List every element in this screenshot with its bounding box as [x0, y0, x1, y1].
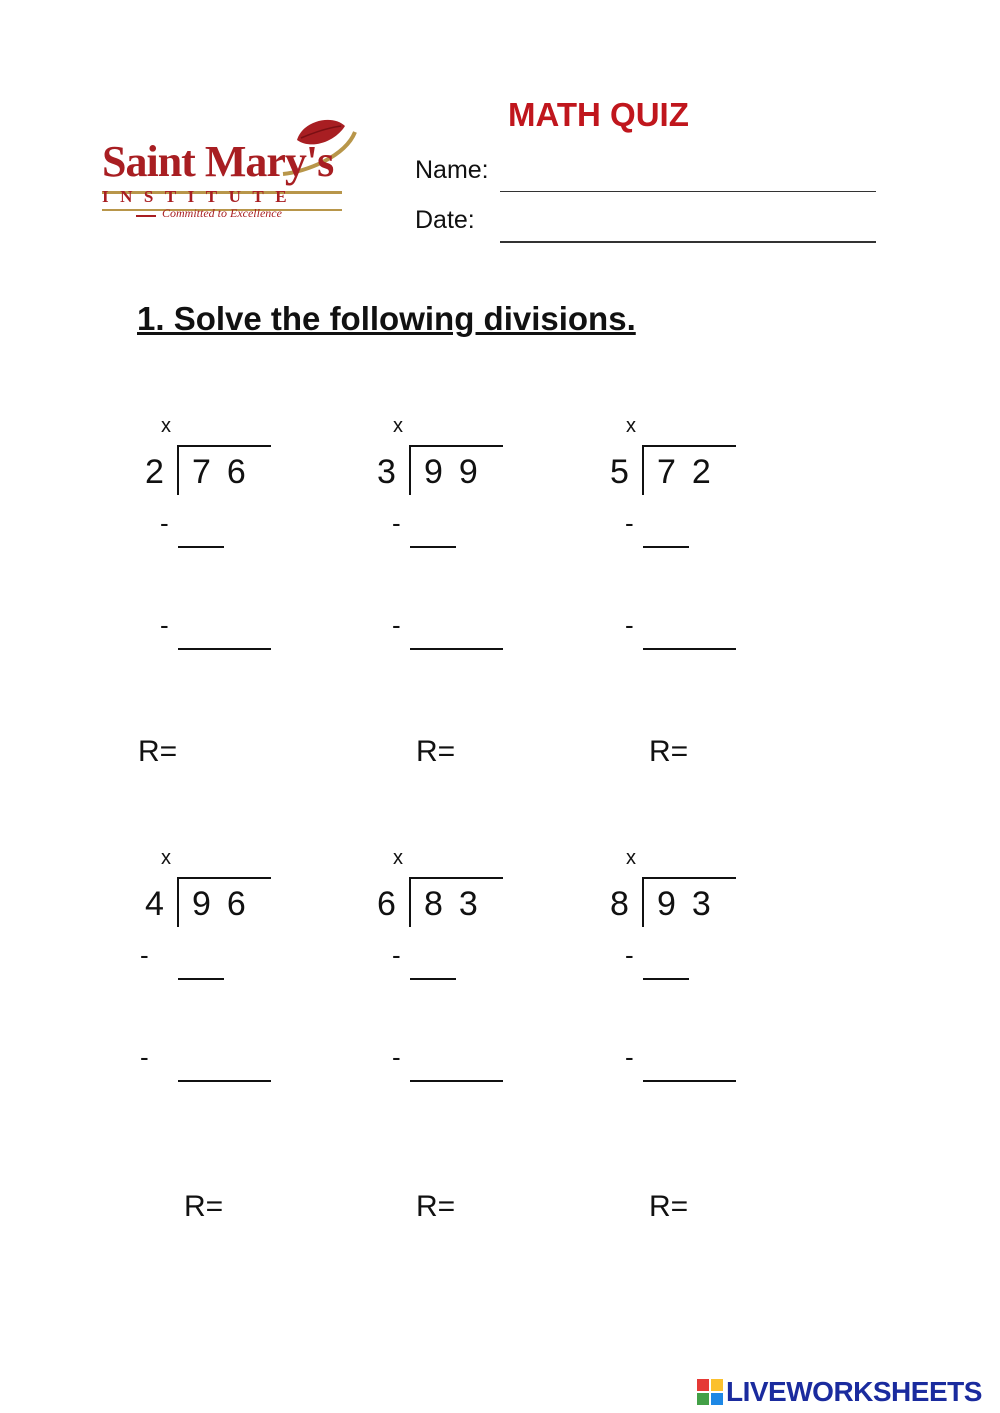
quotient-mark: x: [161, 847, 171, 869]
quotient-mark: x: [393, 847, 403, 869]
minus-sign: -: [625, 610, 634, 640]
divisor: 8: [610, 885, 629, 923]
date-input-line[interactable]: [500, 241, 876, 243]
answer-line[interactable]: [178, 546, 224, 548]
dividend: 99: [424, 453, 494, 491]
minus-sign: -: [625, 1042, 634, 1072]
minus-sign: -: [392, 508, 401, 538]
division-problem: [140, 842, 380, 1232]
quotient-mark: x: [626, 415, 636, 437]
quotient-mark: x: [393, 415, 403, 437]
divisor: 2: [145, 453, 164, 491]
answer-line[interactable]: [410, 648, 503, 650]
school-logo: [100, 112, 365, 224]
liveworksheets-brand: [697, 1375, 982, 1409]
division-problem: [605, 842, 845, 1232]
minus-sign: -: [160, 610, 169, 640]
answer-line[interactable]: [643, 978, 689, 980]
answer-line[interactable]: [178, 1080, 271, 1082]
answer-line[interactable]: [643, 1080, 736, 1082]
date-label: Date:: [415, 206, 475, 234]
minus-sign: -: [140, 1042, 149, 1072]
division-problem: [140, 410, 380, 800]
minus-sign: -: [392, 1042, 401, 1072]
minus-sign: -: [140, 940, 149, 970]
divisor: 3: [377, 453, 396, 491]
division-problem: [605, 410, 845, 800]
answer-line[interactable]: [410, 1080, 503, 1082]
quotient-mark: x: [161, 415, 171, 437]
logo-dash: [136, 215, 156, 217]
answer-line[interactable]: [410, 546, 456, 548]
remainder-label: R=: [416, 735, 456, 768]
liveworksheets-logo-icon: [697, 1379, 723, 1405]
dividend: 83: [424, 885, 494, 923]
divisor: 5: [610, 453, 629, 491]
remainder-label: R=: [184, 1190, 224, 1223]
logo-name: Saint Mary's: [102, 137, 334, 186]
division-problem: [372, 410, 612, 800]
quotient-mark: x: [626, 847, 636, 869]
remainder-label: R=: [649, 1190, 689, 1223]
remainder-label: R=: [649, 735, 689, 768]
name-label: Name:: [415, 156, 489, 184]
answer-line[interactable]: [410, 978, 456, 980]
divisor: 4: [145, 885, 164, 923]
logo-tagline: Committed to Excellence: [162, 206, 282, 220]
minus-sign: -: [392, 610, 401, 640]
dividend: 93: [657, 885, 727, 923]
minus-sign: -: [160, 508, 169, 538]
name-input-line[interactable]: [500, 191, 876, 192]
section-title: 1. Solve the following divisions.: [137, 300, 636, 337]
answer-line[interactable]: [178, 648, 271, 650]
answer-line[interactable]: [178, 978, 224, 980]
logo-institute: INSTITUTE: [102, 187, 299, 206]
answer-line[interactable]: [643, 546, 689, 548]
division-problem: [372, 842, 612, 1232]
dividend: 72: [657, 453, 727, 491]
remainder-label: R=: [138, 735, 178, 768]
dividend: 96: [192, 885, 262, 923]
minus-sign: -: [625, 508, 634, 538]
divisor: 6: [377, 885, 396, 923]
minus-sign: -: [392, 940, 401, 970]
answer-line[interactable]: [643, 648, 736, 650]
remainder-label: R=: [416, 1190, 456, 1223]
minus-sign: -: [625, 940, 634, 970]
page-title: MATH QUIZ: [508, 96, 689, 133]
dividend: 76: [192, 453, 262, 491]
brand-text: LIVEWORKSHEETS: [726, 1376, 982, 1407]
